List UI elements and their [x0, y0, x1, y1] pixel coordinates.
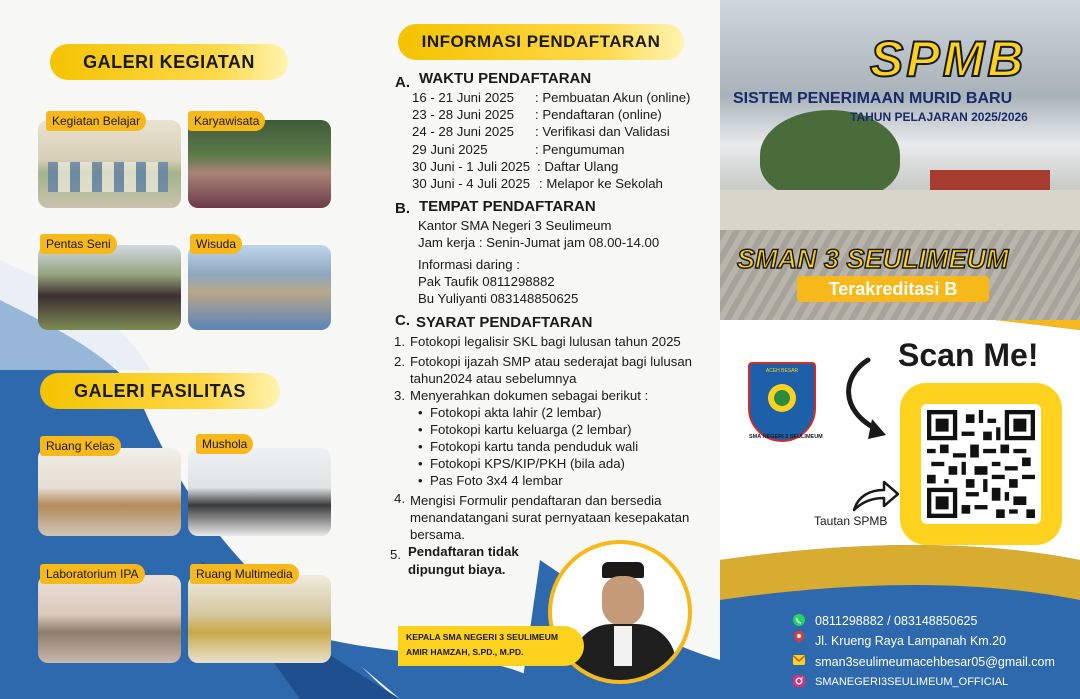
hours-text: Jam kerja : Senin-Jumat jam 08.00-14.00	[418, 235, 660, 250]
schedule-date-1: 16 - 21 Juni 2025	[412, 90, 514, 105]
schedule-date-2: 23 - 28 Juni 2025	[412, 107, 514, 122]
spmb-year: TAHUN PELAJARAN 2025/2026	[850, 110, 1028, 124]
contact-person-2: Bu Yuliyanti 083148850625	[418, 291, 579, 306]
scan-me-title: Scan Me!	[898, 337, 1039, 373]
accreditation-badge	[797, 276, 989, 302]
section-c-marker: C.	[395, 312, 410, 329]
principal-name: AMIR HAMZAH, S.PD., M.PD.	[406, 647, 524, 657]
link-arrow-icon	[850, 478, 900, 514]
req-item-5a: Pendaftaran tidak	[408, 544, 519, 559]
label-ruang-kelas: Ruang Kelas	[40, 436, 121, 456]
photo-wisuda	[188, 245, 331, 330]
req-bullet-5: • Pas Foto 3x4 4 lembar	[418, 473, 563, 488]
schedule-event-5: : Daftar Ulang	[537, 159, 619, 174]
galeri-fasilitas-title: GALERI FASILITAS	[40, 373, 280, 409]
req-num-1: 1.	[394, 334, 405, 349]
link-label: Tautan SPMB	[814, 514, 888, 528]
contact-instagram: SMANEGERI3SEULIMEUM_OFFICIAL	[815, 676, 1009, 688]
req-item-2a: Fotokopi ijazah SMP atau sederajat bagi lulusan	[410, 354, 692, 369]
galeri-kegiatan-title: GALERI KEGIATAN	[50, 44, 288, 80]
section-a-title: WAKTU PENDAFTARAN	[419, 70, 592, 87]
section-b-title: TEMPAT PENDAFTARAN	[419, 198, 596, 215]
instagram-icon	[792, 674, 806, 688]
req-num-4: 4.	[394, 491, 405, 506]
section-b-marker: B.	[395, 200, 410, 217]
schedule-event-4: : Pengumuman	[535, 142, 625, 157]
req-item-1: Fotokopi legalisir SKL bagi lulusan tahun 2025	[410, 334, 681, 349]
schedule-date-6: 30 Juni - 4 Juli 2025	[412, 176, 531, 191]
schedule-date-3: 24 - 28 Juni 2025	[412, 124, 514, 139]
req-bullet-1: • Fotokopi akta lahir (2 lembar)	[418, 405, 602, 420]
contact-person-1: Pak Taufik 0811298882	[418, 274, 555, 289]
req-num-3: 3.	[394, 388, 405, 403]
req-item-4a: Mengisi Formulir pendaftaran dan bersedia	[410, 493, 662, 508]
schedule-event-1: : Pembuatan Akun (online)	[535, 90, 691, 105]
label-pentas-seni: Pentas Seni	[40, 234, 117, 254]
spmb-subtitle: SISTEM PENERIMAAN MURID BARU	[733, 90, 1013, 107]
schedule-event-3: : Verifikasi dan Validasi	[535, 124, 670, 139]
spmb-brand: SPMB	[870, 31, 1027, 87]
qr-code-frame[interactable]	[900, 383, 1062, 545]
photo-kegiatan-belajar	[38, 120, 181, 208]
label-mushola: Mushola	[196, 434, 253, 454]
contact-email: sman3seulimeumacehbesar05@gmail.com	[815, 655, 1055, 669]
req-item-4c: bersama.	[410, 527, 465, 542]
label-laboratorium-ipa: Laboratorium IPA	[40, 564, 145, 584]
req-bullet-4: • Fotokopi KPS/KIP/PKH (bila ada)	[418, 456, 625, 471]
principal-title: KEPALA SMA NEGERI 3 SEULIMEUM	[406, 632, 558, 642]
school-name: SMAN 3 SEULIMEUM	[737, 244, 1009, 274]
email-icon	[792, 653, 806, 667]
online-label: Informasi daring :	[418, 257, 520, 272]
schedule-event-2: : Pendaftaran (online)	[535, 107, 662, 122]
contact-address: Jl. Krueng Raya Lampanah Km.20	[815, 634, 1007, 648]
photo-ruang-multimedia	[188, 575, 331, 663]
school-logo	[748, 362, 816, 442]
photo-karyawisata	[188, 120, 331, 208]
req-item-4b: menandatangani surat pernyataan kesepakatan	[410, 510, 690, 525]
schedule-event-6: : Melapor ke Sekolah	[539, 176, 663, 191]
contact-phone: 0811298882 / 083148850625	[815, 614, 978, 628]
photo-laboratorium-ipa	[38, 575, 181, 663]
location-pin-icon	[792, 630, 806, 644]
photo-ruang-kelas	[38, 448, 181, 536]
school-logo-caption: SMA NEGERI 3 SEULIMEUM	[749, 434, 823, 440]
curved-arrow-icon	[838, 355, 898, 445]
schedule-date-4: 29 Juni 2025	[412, 142, 488, 157]
label-karyawisata: Karyawisata	[188, 111, 265, 131]
photo-pentas-seni	[38, 245, 181, 330]
section-a-marker: A.	[395, 74, 410, 91]
req-item-3: Menyerahkan dokumen sebagai berikut :	[410, 388, 649, 403]
logo-top-text: ACEH BESAR	[765, 368, 799, 374]
schedule-date-5: 30 Juni - 1 Juli 2025	[412, 159, 531, 174]
label-ruang-multimedia: Ruang Multimedia	[190, 564, 299, 584]
qr-code[interactable]	[921, 404, 1041, 524]
req-num-5: 5.	[390, 547, 401, 562]
photo-mushola	[188, 448, 331, 536]
accreditation-text: Terakreditasi B	[828, 279, 958, 299]
label-kegiatan-belajar: Kegiatan Belajar	[46, 111, 146, 131]
office-text: Kantor SMA Negeri 3 Seulimeum	[418, 218, 612, 233]
req-bullet-2: • Fotokopi kartu keluarga (2 lembar)	[418, 422, 632, 437]
principal-caption	[398, 626, 584, 666]
section-c-title: SYARAT PENDAFTARAN	[416, 314, 593, 331]
req-num-2: 2.	[394, 354, 405, 369]
informasi-pendaftaran-title: INFORMASI PENDAFTARAN	[398, 24, 684, 60]
req-item-2b: tahun2024 atau sebelumnya	[410, 371, 577, 386]
label-wisuda: Wisuda	[190, 234, 242, 254]
whatsapp-icon	[792, 613, 806, 627]
req-bullet-3: • Fotokopi kartu tanda penduduk wali	[418, 439, 639, 454]
req-item-5b: dipungut biaya.	[408, 562, 506, 577]
